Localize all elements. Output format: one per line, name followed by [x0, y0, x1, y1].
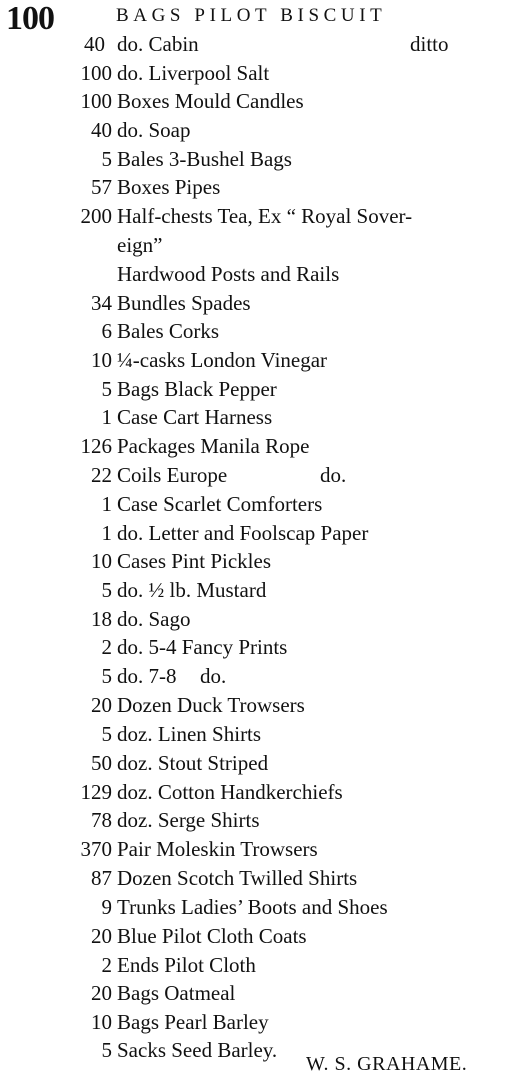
item-quantity: 100 [80, 89, 112, 113]
list-item [0, 576, 524, 604]
list-item [0, 403, 524, 431]
item-quantity: 57 [91, 175, 112, 199]
heading-title: BAGS PILOT BISCUIT [116, 5, 387, 26]
item-description: Hardwood Posts and Rails [117, 262, 340, 286]
list-item [0, 547, 524, 575]
list-item [0, 30, 524, 58]
item-description: doz. Cotton Handkerchiefs [117, 780, 343, 804]
item-quantity: 5 [101, 664, 112, 688]
item-quantity: 22 [91, 463, 112, 487]
item-description: Bales Corks [117, 319, 220, 343]
list-item [0, 806, 524, 834]
item-ditto-mark: do. [200, 664, 227, 688]
list-item [0, 289, 524, 317]
item-description: Case Scarlet Comforters [117, 492, 323, 516]
item-quantity: 1 [101, 492, 112, 516]
item-description: Bales 3-Bushel Bags [117, 147, 292, 171]
item-quantity: 129 [80, 780, 112, 804]
item-description: do. Liverpool Salt [117, 61, 270, 85]
item-description: do. Cabin [117, 32, 199, 56]
list-item [0, 605, 524, 633]
item-description: do. ½ lb. Mustard [117, 578, 267, 602]
item-description: Half-chests Tea, Ex “ Royal Sover- [117, 204, 413, 228]
item-quantity: 5 [101, 147, 112, 171]
list-item [0, 260, 524, 288]
item-description: do. 5-4 Fancy Prints [117, 635, 288, 659]
item-description: ¼-casks London Vinegar [117, 348, 328, 372]
item-quantity: 1 [101, 521, 112, 545]
item-quantity: 20 [91, 924, 112, 948]
item-quantity: 5 [101, 578, 112, 602]
item-description: do. Sago [117, 607, 191, 631]
list-item [0, 375, 524, 403]
item-description: doz. Linen Shirts [117, 722, 262, 746]
list-item [0, 1008, 524, 1036]
list-item [0, 835, 524, 863]
item-quantity: 370 [80, 837, 112, 861]
item-quantity: 87 [91, 866, 112, 890]
item-quantity: 5 [101, 377, 112, 401]
list-item [0, 145, 524, 173]
item-description: Trunks Ladies’ Boots and Shoes [117, 895, 388, 919]
list-item [0, 432, 524, 460]
list-item [0, 893, 524, 921]
item-quantity: 2 [101, 953, 112, 977]
list-item [0, 922, 524, 950]
item-quantity: 1 [101, 405, 112, 429]
item-quantity: 50 [91, 751, 112, 775]
list-item [0, 346, 524, 374]
item-quantity: 5 [101, 722, 112, 746]
item-description: eign” [117, 233, 163, 257]
item-quantity: 34 [91, 291, 112, 315]
list-item [0, 691, 524, 719]
item-description: Case Cart Harness [117, 405, 273, 429]
list-item [0, 633, 524, 661]
item-quantity: 2 [101, 635, 112, 659]
item-quantity: 10 [91, 1010, 112, 1034]
item-quantity: 10 [91, 348, 112, 372]
item-quantity: 126 [80, 434, 112, 458]
list-item [0, 317, 524, 345]
list-item [0, 231, 524, 259]
item-quantity: 78 [91, 808, 112, 832]
list-item [0, 461, 524, 489]
item-description: Bags Oatmeal [117, 981, 236, 1005]
item-ditto-mark: do. [320, 463, 347, 487]
list-item [0, 173, 524, 201]
item-quantity: 6 [101, 319, 112, 343]
list-item [0, 490, 524, 518]
item-description: doz. Serge Shirts [117, 808, 260, 832]
item-quantity: 100 [80, 61, 112, 85]
heading-quantity: 100 [6, 0, 54, 37]
item-description: do. Soap [117, 118, 191, 142]
signature: W. S. GRAHAME. [306, 1053, 468, 1075]
item-description: do. 7-8 [117, 664, 177, 688]
item-description: Boxes Mould Candles [117, 89, 304, 113]
item-description: Dozen Scotch Twilled Shirts [117, 866, 358, 890]
list-item [0, 749, 524, 777]
item-quantity: 20 [91, 693, 112, 717]
item-description: Ends Pilot Cloth [117, 953, 256, 977]
list-item [0, 951, 524, 979]
item-quantity: 20 [91, 981, 112, 1005]
item-ditto-mark: ditto [410, 32, 449, 56]
list-item [0, 87, 524, 115]
item-description: Bundles Spades [117, 291, 251, 315]
item-description: doz. Stout Striped [117, 751, 269, 775]
item-description: Dozen Duck Trowsers [117, 693, 305, 717]
item-description: do. Letter and Foolscap Paper [117, 521, 369, 545]
item-quantity: 9 [101, 895, 112, 919]
item-description: Bags Black Pepper [117, 377, 277, 401]
list-item [0, 116, 524, 144]
item-description: Packages Manila Rope [117, 434, 310, 458]
item-description: Sacks Seed Barley. [117, 1038, 278, 1062]
list-item [0, 778, 524, 806]
item-quantity: 5 [101, 1038, 112, 1062]
item-description: Pair Moleskin Trowsers [117, 837, 318, 861]
list-item [0, 202, 524, 230]
item-quantity: 40 [91, 118, 112, 142]
list-item [0, 864, 524, 892]
list-item [0, 59, 524, 87]
item-quantity: 10 [91, 549, 112, 573]
list-item [0, 720, 524, 748]
list-item [0, 662, 524, 690]
list-item [0, 519, 524, 547]
item-quantity: 40 [84, 32, 105, 56]
item-description: Coils Europe [117, 463, 228, 487]
item-quantity: 18 [91, 607, 112, 631]
item-description: Boxes Pipes [117, 175, 221, 199]
item-description: Blue Pilot Cloth Coats [117, 924, 307, 948]
item-quantity: 200 [80, 204, 112, 228]
list-item [0, 979, 524, 1007]
item-description: Bags Pearl Barley [117, 1010, 269, 1034]
item-description: Cases Pint Pickles [117, 549, 272, 573]
